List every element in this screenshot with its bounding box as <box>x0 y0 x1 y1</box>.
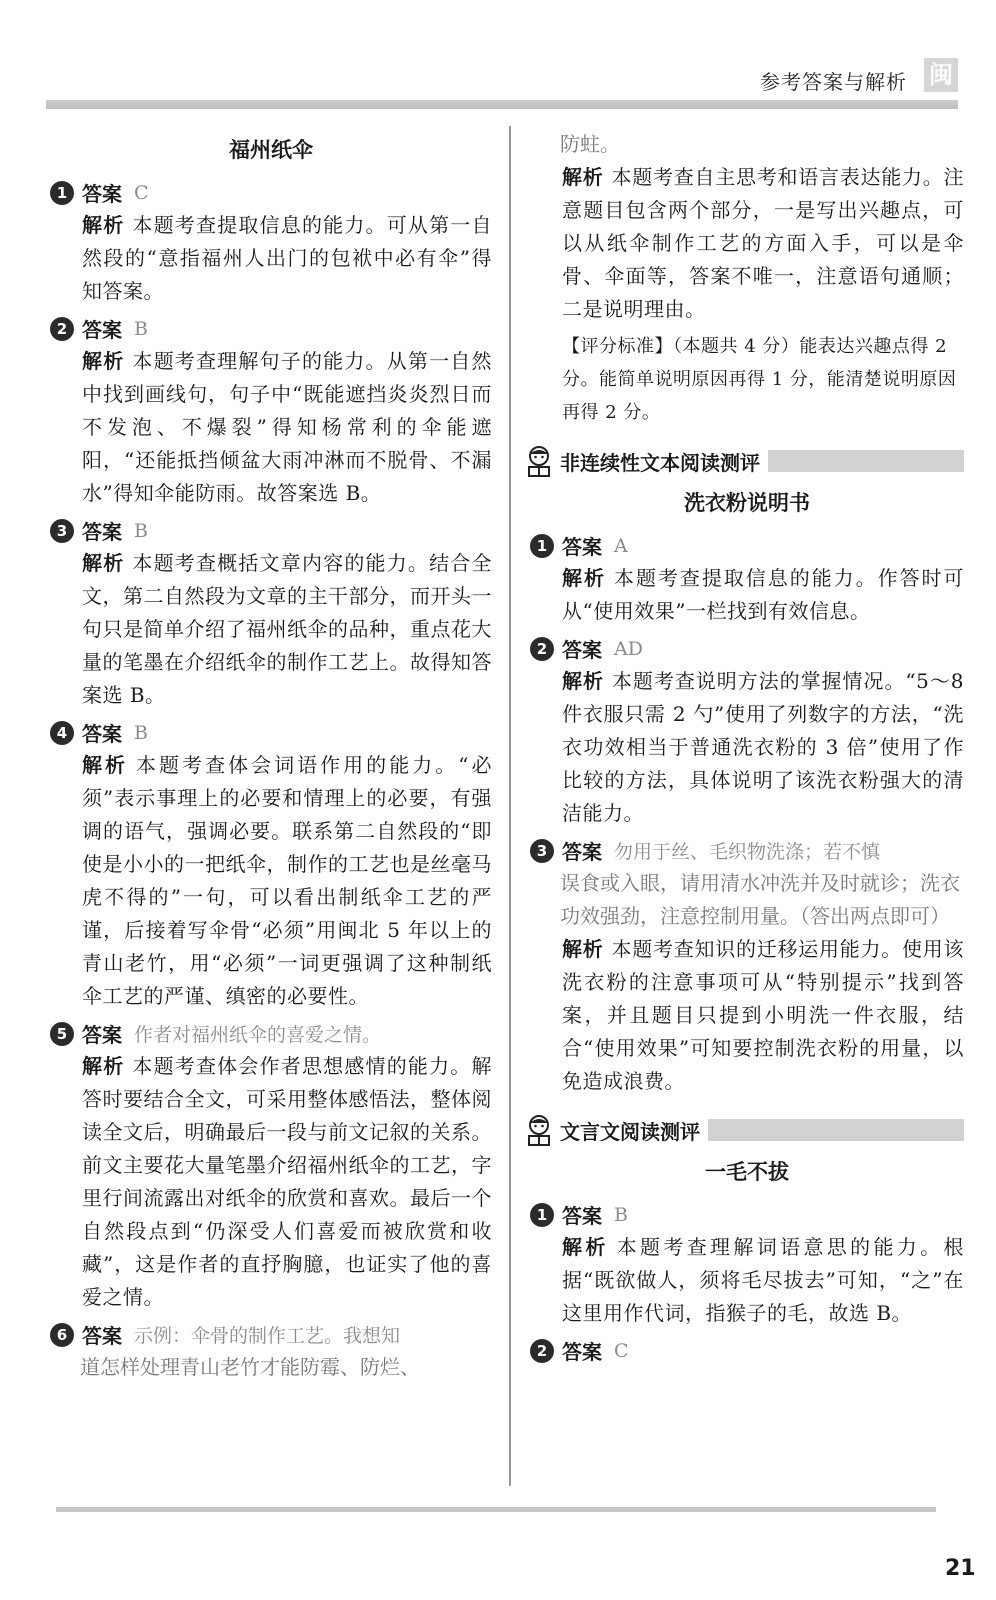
section-banner <box>524 443 964 479</box>
answer-label: 答案 <box>82 1023 122 1047</box>
question-block <box>530 834 964 1098</box>
answer-value: 作者对福州纸伞的喜爱之情。 <box>134 1024 382 1046</box>
answer-label: 答案 <box>562 535 602 559</box>
analysis-text: 本题考查提取信息的能力。作答时可从“使用效果”一栏找到有效信息。 <box>562 566 965 623</box>
analysis-text: 本题考查自主思考和语言表达能力。注意题目包含两个部分，一是写出兴趣点，可以从纸伞制作工艺的方面入手，可以是伞骨、伞面等，答案不唯一，注意语句通顺；二是说明理由。 <box>562 165 964 321</box>
answer-label: 答案 <box>562 1340 602 1364</box>
question-block <box>50 1318 492 1384</box>
question-number: 4 <box>50 721 74 745</box>
section-title: 一毛不拔 <box>705 1160 789 1184</box>
header-title: 参考答案与解析 <box>760 70 907 94</box>
column-divider <box>509 126 511 1486</box>
question-block <box>530 1334 964 1367</box>
section-banner <box>524 1112 964 1148</box>
analysis-paragraph <box>562 161 964 326</box>
section-title: 洗衣粉说明书 <box>684 491 810 515</box>
question-number: 2 <box>50 317 74 341</box>
analysis-paragraph <box>82 749 492 1013</box>
question-number: 2 <box>530 1339 554 1363</box>
banner-bar <box>768 450 964 472</box>
analysis-text: 本题考查概括文章内容的能力。结合全文，第二自然段为文章的主干部分，而开头一句只是简单介绍了福州纸伞的品种，重点花大量的笔墨在介绍纸伞的制作工艺上。故得知答案选 B。 <box>82 551 493 707</box>
analysis-text: 本题考查理解词语意思的能力。根据“既欲做人，须将毛尽拔去”可知，“之”在这里用作代词，指猴子的毛，故选 B。 <box>562 1235 964 1325</box>
analysis-label: 解析 <box>562 669 604 693</box>
answer-value: B <box>134 721 148 744</box>
question-block <box>530 529 964 628</box>
answer-continuation: 误食或入眼，请用清水冲洗并及时就诊；洗衣功效强劲，注意控制用量。（答出两点即可） <box>560 871 960 928</box>
analysis-label: 解析 <box>82 753 129 777</box>
question-number: 5 <box>50 1022 74 1046</box>
analysis-paragraph <box>82 209 492 308</box>
analysis-text: 本题考查说明方法的掌握情况。“5～8 件衣服只需 2 勺”使用了列数字的方法，“洗衣功效相当于普通洗衣粉的 3 倍”使用了作比较的方法，具体说明了该洗衣粉强大的清洁能力。 <box>562 669 964 825</box>
answer-label: 答案 <box>82 722 122 746</box>
analysis-label: 解析 <box>82 349 125 373</box>
analysis-paragraph <box>82 345 492 510</box>
analysis-text: 本题考查提取信息的能力。可从第一自然段的“意指福州人出门的包袱中必有伞”得知答案。 <box>82 213 493 303</box>
header-rule <box>46 100 958 109</box>
answer-value: B <box>134 519 148 542</box>
analysis-paragraph <box>562 562 964 628</box>
answer-value: C <box>614 1339 629 1362</box>
banner-bar <box>708 1119 964 1141</box>
question-block <box>50 716 492 1013</box>
analysis-text: 本题考查体会作者思想感情的能力。解答时要结合全文，可采用整体感悟法，整体阅读全文后，明确最后一段与前文记叙的关系。前文主要花大量笔墨介绍福州纸伞的工艺，字里行间流露出对纸伞的欣赏和喜欢。最后一个自然段点到“仍深受人们喜爱而被欣赏和收藏”，这是作者的直抒胸臆，也证实了他的喜爱之情。 <box>82 1054 493 1309</box>
question-number: 6 <box>50 1323 74 1347</box>
analysis-label: 解析 <box>82 1054 125 1078</box>
answer-label: 答案 <box>82 318 122 342</box>
student-reading-icon <box>524 1113 554 1147</box>
answer-value: 勿用于丝、毛织物洗涤；若不慎 <box>614 841 881 863</box>
answer-continuation: 防蛀。 <box>560 132 620 156</box>
section-title: 福州纸伞 <box>229 138 313 162</box>
question-block <box>50 176 492 308</box>
right-column <box>530 126 964 1367</box>
score-criteria: 【评分标准】（本题共 4 分）能表达兴趣点得 2 分。能简单说明原因再得 1 分，能清楚说明原因再得 2 分。 <box>562 336 957 423</box>
question-number: 1 <box>50 181 74 205</box>
analysis-paragraph <box>562 665 964 830</box>
question-number: 1 <box>530 1203 554 1227</box>
analysis-label: 解析 <box>562 165 604 189</box>
answer-value: B <box>614 1203 628 1226</box>
question-block <box>50 1017 492 1314</box>
answer-value: A <box>614 534 628 557</box>
question-number: 3 <box>50 519 74 543</box>
analysis-label: 解析 <box>82 213 125 237</box>
question-block <box>530 632 964 830</box>
header-seal: 闽 <box>924 58 958 92</box>
page-number: 21 <box>945 1556 976 1581</box>
analysis-paragraph <box>562 933 964 1098</box>
question-block <box>50 312 492 510</box>
analysis-paragraph <box>82 547 492 712</box>
answer-label: 答案 <box>562 1204 602 1228</box>
left-column <box>50 126 492 1384</box>
analysis-label: 解析 <box>562 937 604 961</box>
student-reading-icon <box>524 444 554 478</box>
analysis-text: 本题考查知识的迁移运用能力。使用该洗衣粉的注意事项可从“特别提示”找到答案，并且题目只提到小明洗一件衣服，结合“使用效果”可知要控制洗衣粉的用量，以免造成浪费。 <box>562 937 964 1093</box>
banner-title: 文言文阅读测评 <box>560 1119 700 1144</box>
analysis-text: 本题考查理解句子的能力。从第一自然中找到画线句，句子中“既能遮挡炎炎烈日而不发泡、不爆裂”得知杨常利的伞能遮阳，“还能抵挡倾盆大雨冲淋而不脱骨、不漏水”得知伞能防雨。故答案选 B。 <box>82 349 493 505</box>
answer-label: 答案 <box>562 840 602 864</box>
answer-value: C <box>134 181 149 204</box>
answer-label: 答案 <box>82 1324 122 1348</box>
banner-title: 非连续性文本阅读测评 <box>560 450 760 475</box>
analysis-paragraph <box>82 1050 492 1314</box>
analysis-paragraph <box>562 1231 964 1330</box>
question-number: 3 <box>530 839 554 863</box>
answer-value: 示例：伞骨的制作工艺。我想知 <box>134 1325 401 1347</box>
analysis-text: 本题考查体会词语作用的能力。“必须”表示事理上的必要和情理上的必要，有强调的语气，强调必要。联系第二自然段的“即使是小小的一把纸伞，制作的工艺也是丝毫马虎不得的”一句，可以看出制纸伞工艺的严谨，后接着写伞骨“必须”用闽北 5 年以上的青山老竹，用“必须”一词更强调了这种制纸伞工艺的严谨、缜密的必要性。 <box>82 753 492 1008</box>
answer-continuation: 道怎样处理青山老竹才能防霉、防烂、 <box>80 1355 420 1379</box>
answer-value: AD <box>614 637 643 660</box>
analysis-label: 解析 <box>82 551 125 575</box>
analysis-label: 解析 <box>562 566 606 590</box>
answer-label: 答案 <box>82 182 122 206</box>
answer-label: 答案 <box>82 520 122 544</box>
answer-value: B <box>134 317 148 340</box>
question-number: 1 <box>530 534 554 558</box>
question-block <box>530 1198 964 1330</box>
answer-label: 答案 <box>562 638 602 662</box>
footer-rule <box>56 1507 936 1512</box>
question-number: 2 <box>530 637 554 661</box>
analysis-label: 解析 <box>562 1235 609 1259</box>
question-block <box>50 514 492 712</box>
